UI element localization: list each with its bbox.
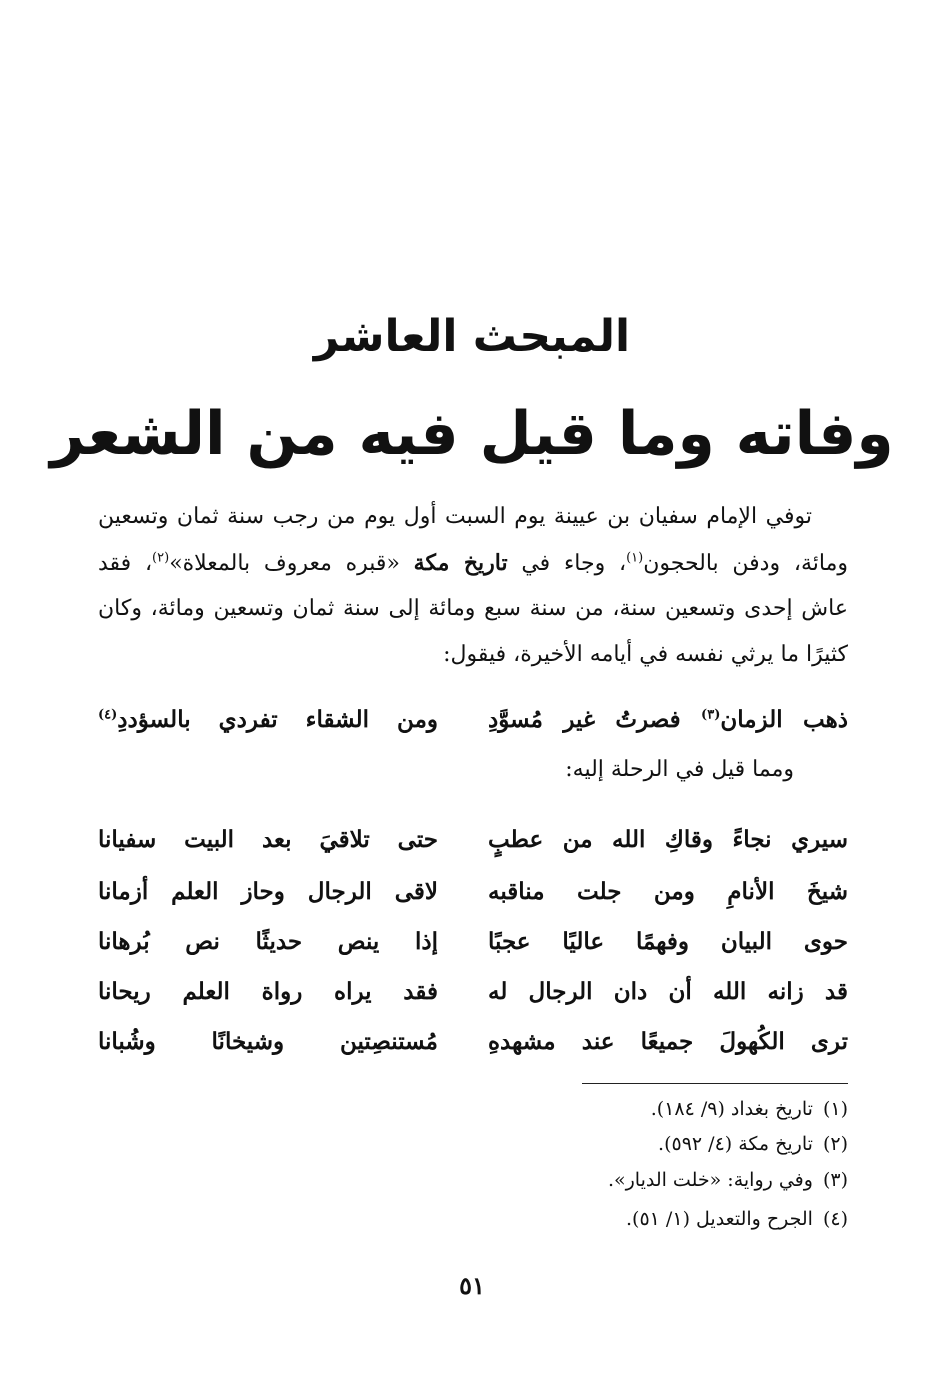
verse-line — [98, 814, 848, 866]
footnote-marker[interactable]: (١) — [626, 550, 644, 566]
verse-second-hemistich: لاقى الرجال وحاز العلم أزمانا — [98, 878, 438, 905]
paragraph-line: كثيرًا ما يرثي نفسه في أيامه الأخيرة، فيقول: — [443, 642, 848, 667]
footnote-number: (١) — [822, 1098, 848, 1120]
footnote-marker[interactable]: (٣) — [701, 707, 721, 723]
verse-second-hemistich: حتى تلاقيَ بعد البيت سفيانا — [98, 826, 438, 853]
verse-second-hemistich — [98, 694, 438, 746]
verse-text: فصرتُ غير مُسوَّدِ — [488, 706, 702, 733]
verse-first-hemistich: حوى البيان وفهمًا عاليًا عجبًا — [488, 928, 848, 955]
verse-line — [98, 1016, 848, 1068]
paragraph-text: ، وجاء في — [507, 551, 627, 576]
paragraph-text: ومائة، ودفن بالحجون — [643, 551, 848, 576]
verse-second-hemistich: مُستنصِتين وشيخانًا وشُبانا — [98, 1028, 438, 1055]
verse-line — [98, 916, 848, 968]
verse-line — [98, 866, 848, 918]
bold-source-title: تاريخ مكة — [413, 550, 508, 576]
footnote-marker[interactable]: (٤) — [98, 707, 118, 723]
footnote — [626, 1202, 848, 1236]
verse-first-hemistich: شيخَ الأنامِ ومن جلت مناقبه — [488, 878, 848, 905]
verse-second-hemistich: إذا ينص حديثًا نص بُرهانا — [98, 928, 438, 955]
verse-line — [98, 694, 848, 746]
footnote-text: تاريخ بغداد (٩/ ١٨٤). — [650, 1098, 813, 1120]
verse-first-hemistich — [488, 694, 848, 746]
chapter-title: وفاته وما قيل فيه من الشعر — [50, 399, 894, 469]
verse-second-hemistich: فقد يراه رواة العلم ريحانا — [98, 978, 438, 1005]
footnote — [651, 1092, 848, 1126]
verse-text: ومن الشقاء تفردي بالسؤددِ — [117, 706, 438, 733]
footnote-divider — [582, 1083, 848, 1084]
page-number: ٥١ — [459, 1271, 485, 1300]
paragraph-line — [98, 540, 848, 586]
verse-text: ذهب الزمان — [720, 706, 848, 733]
chapter-heading: المبحث العاشر — [313, 311, 631, 362]
poem-intro: ومما قيل في الرحلة إليه: — [565, 757, 794, 782]
footnote — [608, 1163, 848, 1197]
quoted-text: «قبره معروف بالمعلاة» — [169, 551, 414, 576]
paragraph-line: عاش إحدى وتسعين سنة، من سنة سبع ومائة إلى سنة ثمان وتسعين ومائة، وكان — [98, 596, 848, 621]
verse-line — [98, 966, 848, 1018]
paragraph-line: توفي الإمام سفيان بن عيينة يوم السبت أول يوم من رجب سنة ثمان وتسعين — [98, 504, 812, 529]
verse-first-hemistich: قد زانه الله أن دان الرجال له — [488, 978, 848, 1005]
footnote-marker[interactable]: (٢) — [152, 550, 170, 566]
paragraph-text: ، فقد — [98, 551, 153, 576]
footnote-text: وفي رواية: «خلت الديار». — [607, 1169, 813, 1191]
footnote-number: (٣) — [822, 1169, 848, 1191]
body-paragraph — [98, 494, 848, 678]
footnote-number: (٤) — [822, 1208, 848, 1230]
verse-first-hemistich: سيري نجاءً وقاكِ الله من عطبٍ — [488, 826, 848, 853]
footnote — [658, 1127, 848, 1161]
footnote-text: الجرح والتعديل (١/ ٥١). — [626, 1208, 813, 1230]
footnote-number: (٢) — [822, 1133, 848, 1155]
footnote-text: تاريخ مكة (٤/ ٥٩٢). — [658, 1133, 813, 1155]
verse-first-hemistich: ترى الكُهولَ جميعًا عند مشهدهِ — [488, 1028, 848, 1055]
